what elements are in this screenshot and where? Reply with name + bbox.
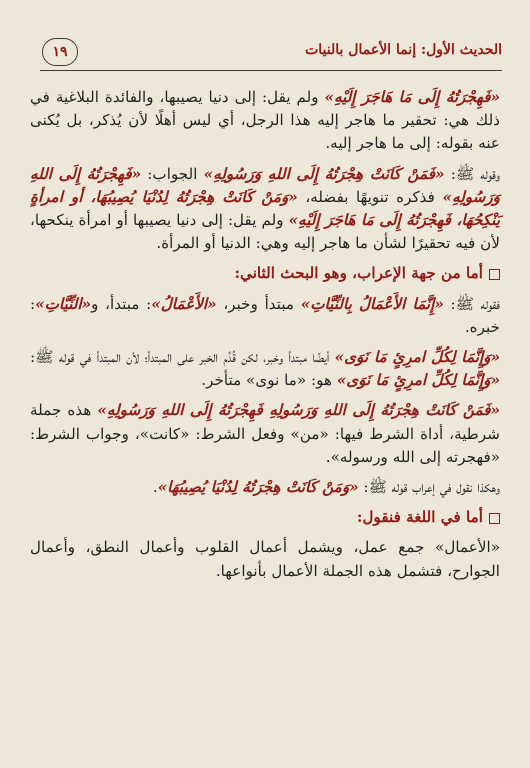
hadith-quote: «الأَعْمَالُ» <box>151 294 217 313</box>
paragraph-text: : مبتدأ، و <box>91 294 152 313</box>
paragraph-1 <box>30 86 500 156</box>
hadith-quote: «فَهِجْرَتُهُ إِلَى مَا هَاجَرَ إِلَيْهِ» <box>324 88 500 106</box>
hadith-quote: «النِّيَّاتِ» <box>35 294 92 313</box>
paragraph-text: وقوله ﷺ: <box>444 164 500 183</box>
paragraph-6 <box>30 476 500 499</box>
section-heading-irab <box>30 262 500 285</box>
paragraph-text: . <box>152 478 158 497</box>
heading-text: أما في اللغة فنقول: <box>356 508 483 527</box>
paragraph-text: : خبره. <box>30 294 500 336</box>
paragraph-7: «الأعمال» جمع عمل، ويشمل أعمال القلوب وأعمال النطق، وأعمال الجوارح، فتشمل هذه الجملة الأعمال بأنواعها. <box>30 538 500 580</box>
hadith-quote: «وَمَنْ كَانَتْ هِجْرَتُهُ لِدُنْيَا يُصِيبُهَا» <box>157 478 359 497</box>
heading-text: أما من جهة الإعراب، وهو البحث الثاني: <box>234 264 483 283</box>
paragraph-text: الجواب: <box>141 164 204 183</box>
hadith-quote: «وَمَنْ كَانَتْ هِجْرَتُهُ لِدُنْيَا يُصِيبُهَا، أو امرأةٍ يَنْكِحُهَا، فَهِجْرَتُهُ إِلَى مَا هَاجَرَ إِلَيْهِ» <box>30 187 500 230</box>
hadith-quote: «وَإِنَّمَا لِكُلِّ امرِئٍ مَا نَوَى» <box>336 371 500 390</box>
paragraph-5 <box>30 399 500 469</box>
paragraph-text: أيضًا مبتدأ وخبر، لكن قُدِّم الخبر على المبتدأ؛ لأن المبتدأ في قوله ﷺ: <box>30 348 335 367</box>
paragraph-2 <box>30 163 500 256</box>
square-bullet-icon <box>489 269 500 280</box>
paragraph-text: هو: «ما نوى» متأخر. <box>201 371 337 390</box>
square-bullet-icon <box>489 513 500 524</box>
paragraph-text: هذه جملة شرطية، أداة الشرط فيها: «من» وفعل الشرط: «كانت»، وجواب الشرط: «فهجرته إلى الله ورسوله». <box>30 401 500 466</box>
page-body <box>30 86 500 590</box>
hadith-quote: «وَإِنَّمَا لِكُلِّ امرِئٍ مَا نَوَى» <box>334 348 500 367</box>
paragraph-text: فذكره تنويهًا بفضله، <box>297 187 443 206</box>
hadith-quote: «فَمَنْ كَانَتْ هِجْرَتُهُ إِلَى اللهِ وَرَسُولِهِ» <box>203 164 445 183</box>
paragraph-text: ولم يقل: إلى دنيا يصيبها، والفائدة البلاغية في ذلك هي: تحقير ما هاجر إليه هذا الرجل، أي ليس أهلًا لأن يُذكر، بل يُكنى عنه بقوله: إلى ما هاجر إليه. <box>30 88 500 153</box>
page-number: ١٩ <box>42 38 78 66</box>
paragraph-3 <box>30 293 500 339</box>
paragraph-text: ولم يقل: إلى دنيا يصيبها أو امرأة ينكحها، لأن فيه تحقيرًا لشأن ما هاجر إليه وهي: الدنيا أو المرأة. <box>30 211 500 253</box>
running-title: الحديث الأول: إنما الأعمال بالنيات <box>305 42 502 58</box>
paragraph-text: وهكذا نقول في إعراب قوله ﷺ: <box>358 478 500 497</box>
page-header <box>40 40 502 71</box>
paragraph-4 <box>30 346 500 392</box>
hadith-quote: «فَمَنْ كَانَتْ هِجْرَتُهُ إِلَى اللهِ وَرَسُولِهِ فَهِجْرَتُهُ إِلَى اللهِ وَرَسُولِهِ» <box>97 401 500 420</box>
paragraph-text: فقوله ﷺ: <box>443 294 500 313</box>
hadith-quote: «فَهِجْرَتُهُ إِلَى اللهِ وَرَسُولِهِ» <box>30 164 500 206</box>
paragraph-text: مبتدأ وخبر، <box>216 294 301 313</box>
hadith-quote: «إِنَّمَا الأَعْمَالُ بِالنِّيَّاتِ» <box>300 294 444 313</box>
section-heading-lugha <box>30 506 500 529</box>
